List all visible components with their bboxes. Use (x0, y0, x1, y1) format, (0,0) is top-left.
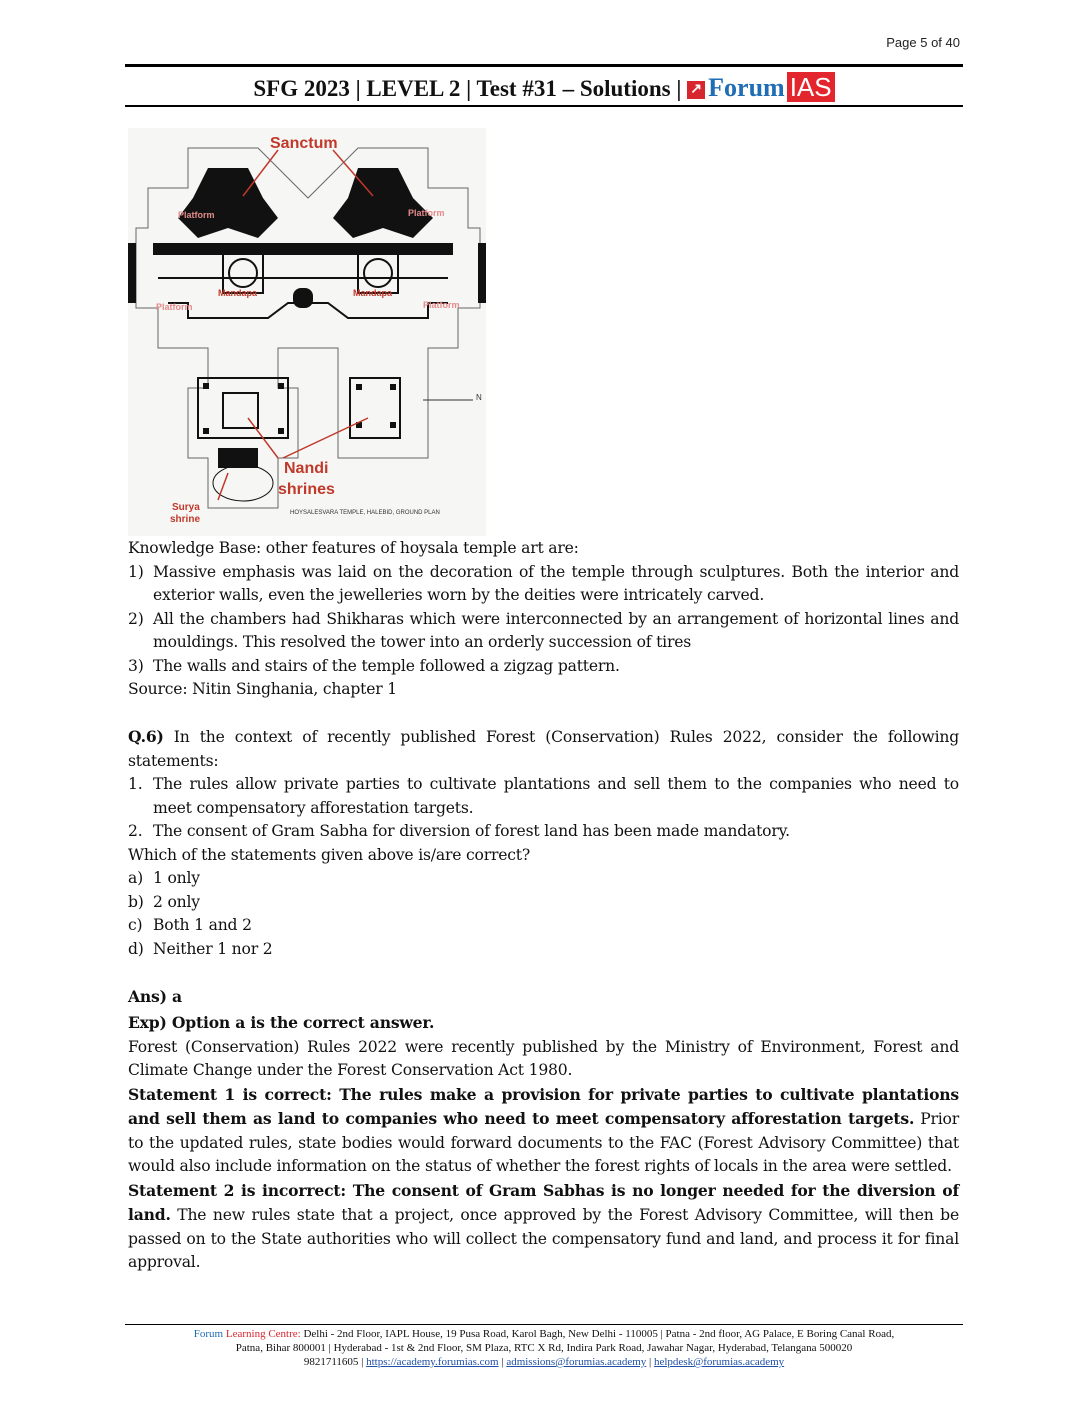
option (128, 867, 959, 891)
item-number: 3) (128, 656, 144, 675)
option-text: Both 1 and 2 (153, 916, 252, 934)
list-item (128, 608, 959, 655)
statement-2-explanation (128, 1179, 959, 1275)
page-header (125, 64, 963, 107)
list-item (128, 561, 959, 608)
item-text: All the chambers had Shikharas which were interconnected by an arrangement of horizontal lines and mouldings. This resolved the tower into an orderly succession of tires (153, 609, 959, 651)
footer-address: Patna, Bihar 800001 | Hyderabad - 1st & 2nd Floor, SM Plaza, RTC X Rd, Indira Park Road, Jawahar Nagar, Hyderabad, Telangana 500020 (235, 1342, 853, 1354)
item-text: The consent of Gram Sabha for diversion of forest land has been made mandatory. (153, 822, 790, 840)
label-platform: Platform (423, 300, 460, 310)
statement (128, 820, 959, 844)
item-number: 1. (128, 775, 143, 793)
footer-brand: Forum (193, 1328, 224, 1340)
option (128, 938, 959, 962)
answer: Ans) a (128, 986, 182, 1006)
option-letter: a) (128, 869, 143, 887)
footer-brand-lc: Learning Centre: (223, 1328, 301, 1340)
statement (128, 773, 959, 820)
explanation-paragraph: Forest (Conservation) Rules 2022 were recently published by the Ministry of Environment, Forest and Climate Change under the Forest Conservation Act 1980. (128, 1037, 959, 1079)
helpdesk-email-link[interactable]: helpdesk@forumias.academy (653, 1356, 785, 1368)
statement-2-verdict: Statement 2 is incorrect: The consent of Gram Sabhas is no longer needed for the diversion of land. (128, 1180, 959, 1224)
label-sanctum: Sanctum (270, 135, 338, 152)
explanation-heading: Exp) Option a is the correct answer. (128, 1013, 435, 1032)
statement-1-verdict: Statement 1 is correct: The rules make a provision for private parties to cultivate plantations and sell them as land to companies who need to meet compensatory afforestation targets. (128, 1084, 959, 1128)
separator: | (498, 1356, 507, 1368)
option (128, 914, 959, 938)
label-shrines: shrines (278, 481, 335, 498)
label-platform: Platform (408, 208, 445, 218)
temple-ground-plan-figure (128, 128, 486, 536)
question-text (128, 725, 959, 773)
footer-phone: 9821711605 (303, 1356, 359, 1368)
footer-address: Delhi - 2nd Floor, IAPL House, 19 Pusa Road, Karol Bagh, New Delhi - 110005 | Patna - 2nd floor, AG Palace, E Boring Canal Road, (300, 1328, 895, 1340)
page-footer (125, 1324, 963, 1369)
item-text: The walls and stairs of the temple followed a zigzag pattern. (153, 656, 620, 675)
question-number: Q.6) (128, 727, 164, 746)
logo-ias: IAS (787, 72, 835, 102)
document-body (128, 537, 959, 1275)
header-title: SFG 2023 | LEVEL 2 | Test #31 – Solutions | (253, 76, 682, 101)
statement-1-explanation (128, 1083, 959, 1179)
list-item (128, 655, 959, 679)
page-number: Page 5 of 40 (886, 35, 960, 50)
admissions-email-link[interactable]: admissions@forumias.academy (506, 1356, 647, 1368)
option-letter: c) (128, 916, 143, 934)
figure-caption: HOYSALESVARA TEMPLE, HALEBID, GROUND PLAN (290, 510, 440, 516)
label-surya: Surya (172, 502, 200, 513)
question-prompt: Which of the statements given above is/are correct? (128, 845, 531, 864)
option-text: Neither 1 nor 2 (153, 939, 273, 958)
label-platform: Platform (178, 210, 215, 220)
statement-2-detail: The new rules state that a project, once approved by the Forest Advisory Committee, will then be passed on to the State authorities who will collect the compensatory fund and land, and process it for final approval. (128, 1206, 959, 1271)
item-number: 2) (128, 609, 144, 628)
label-platform: Platform (156, 302, 193, 312)
item-number: 1) (128, 562, 144, 581)
north-marker: N (476, 393, 482, 402)
option (128, 891, 959, 915)
option-letter: d) (128, 939, 144, 958)
option-text: 1 only (153, 869, 200, 887)
label-shrine: shrine (170, 514, 201, 525)
label-mandapa: Mandapa (353, 288, 393, 298)
item-number: 2. (128, 822, 143, 840)
separator: | (358, 1356, 367, 1368)
source: Source: Nitin Singhania, chapter 1 (128, 680, 397, 698)
arrow-icon: ↗ (687, 81, 705, 99)
question-body: In the context of recently published Forest (Conservation) Rules 2022, consider the following statements: (128, 728, 959, 770)
option-text: 2 only (153, 892, 200, 911)
kb-intro: Knowledge Base: other features of hoysala temple art are: (128, 539, 579, 557)
separator: | (646, 1356, 654, 1368)
statement-1-detail: Prior to the updated rules, state bodies would forward documents to the FAC (Forest Advisory Committee) that would also include information on the status of whether the forest rights of locals in the area were settled. (128, 1110, 959, 1175)
logo-forum: Forum (708, 73, 785, 102)
label-nandi: Nandi (284, 460, 329, 477)
option-letter: b) (128, 892, 144, 911)
website-link[interactable]: https://academy.forumias.com (366, 1356, 499, 1368)
label-mandapa: Mandapa (218, 288, 258, 298)
item-text: Massive emphasis was laid on the decoration of the temple through sculptures. Both the interior and exterior walls, even the jewelleries worn by the deities were intricately carved. (153, 562, 959, 604)
item-text: The rules allow private parties to cultivate plantations and sell them to the companies who need to meet compensatory afforestation targets. (153, 775, 959, 817)
